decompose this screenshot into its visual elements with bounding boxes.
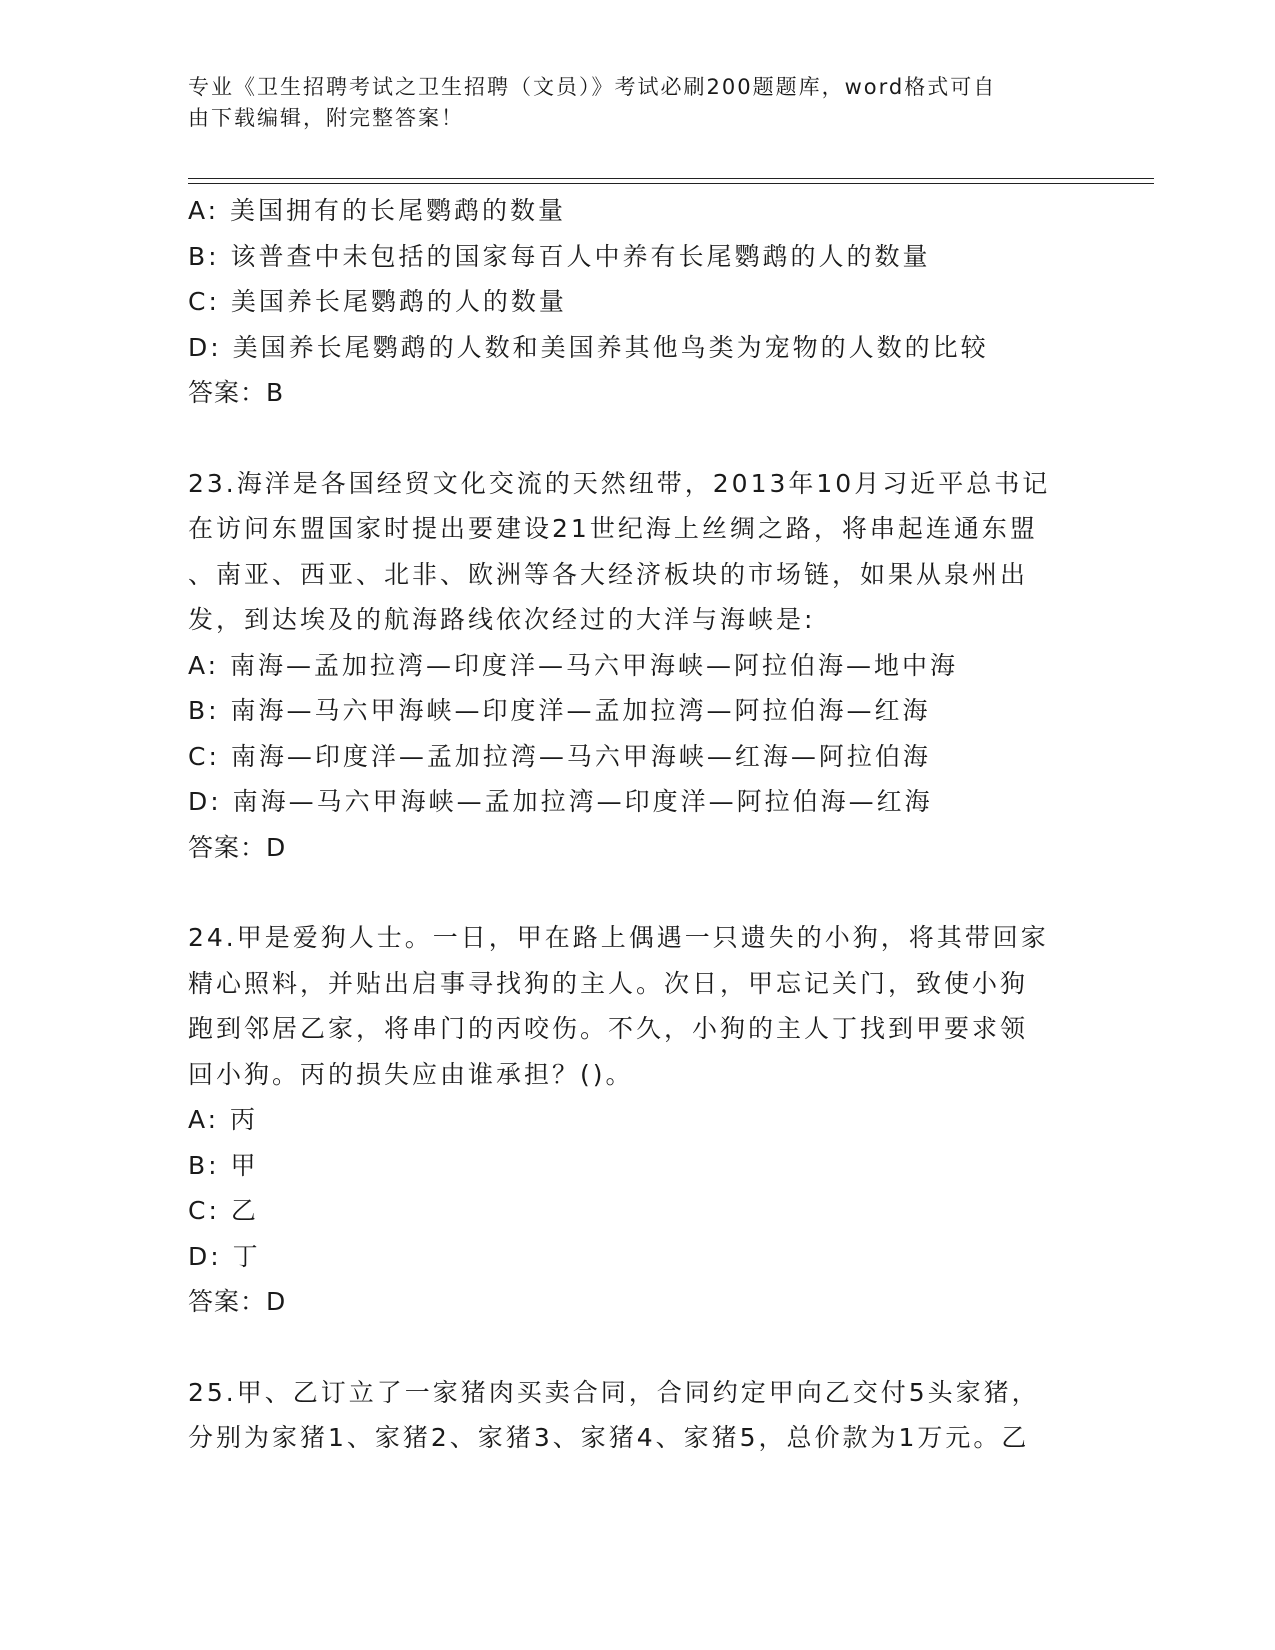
option-d: D: 南海—马六甲海峡—孟加拉湾—印度洋—阿拉伯海—红海 — [188, 787, 933, 816]
question-24 — [188, 915, 1088, 1325]
header-divider-bottom — [188, 183, 1154, 184]
question-stem-line: 在访问东盟国家时提出要建设21世纪海上丝绸之路，将串起连通东盟 — [188, 514, 1038, 543]
option-a: A: 南海—孟加拉湾—印度洋—马六甲海峡—阿拉伯海—地中海 — [188, 650, 959, 680]
answer: 答案：D — [188, 1287, 287, 1316]
header-line-1: 专业《卫生招聘考试之卫生招聘（文员）》考试必刷200题题库，word格式可自 — [188, 75, 997, 99]
header-line-2: 由下载编辑，附完整答案！ — [188, 106, 464, 130]
question-stem-line: 跑到邻居乙家，将串门的丙咬伤。不久，小狗的主人丁找到甲要求领 — [188, 1014, 1029, 1043]
question-list — [188, 188, 1088, 1461]
question-stem-line: 回小狗。丙的损失应由谁承担？()。 — [188, 1059, 634, 1089]
question-stem-line: 发，到达埃及的航海路线依次经过的大洋与海峡是: — [188, 605, 816, 634]
question-stem-line: 分别为家猪1、家猪2、家猪3、家猪4、家猪5，总价款为1万元。乙 — [188, 1423, 1030, 1452]
question-stem-line: 24.甲是爱狗人士。一日，甲在路上偶遇一只遗失的小狗，将其带回家 — [188, 923, 1049, 952]
option-a: A: 美国拥有的长尾鹦鹉的数量 — [188, 196, 567, 225]
option-b: B: 该普查中未包括的国家每百人中养有长尾鹦鹉的人的数量 — [188, 241, 931, 271]
question-22 — [188, 188, 1088, 416]
spacer — [188, 1325, 1088, 1370]
question-25 — [188, 1370, 1088, 1461]
question-stem-line: 精心照料，并贴出启事寻找狗的主人。次日，甲忘记关门，致使小狗 — [188, 968, 1029, 998]
question-stem-line: 23.海洋是各国经贸文化交流的天然纽带，2013年10月习近平总书记 — [188, 468, 1051, 498]
option-b: B: 甲 — [188, 1150, 259, 1180]
spacer — [188, 416, 1088, 461]
option-c: C: 美国养长尾鹦鹉的人的数量 — [188, 287, 567, 316]
question-stem-line: 25.甲、乙订立了一家猪肉买卖合同，合同约定甲向乙交付5头家猪， — [188, 1377, 1040, 1407]
option-c: C: 南海—印度洋—孟加拉湾—马六甲海峡—红海—阿拉伯海 — [188, 741, 931, 771]
option-b: B: 南海—马六甲海峡—印度洋—孟加拉湾—阿拉伯海—红海 — [188, 696, 931, 725]
answer: 答案：B — [188, 378, 285, 407]
option-d: D: 美国养长尾鹦鹉的人数和美国养其他鸟类为宠物的人数的比较 — [188, 332, 989, 362]
spacer — [188, 870, 1088, 915]
question-23 — [188, 461, 1088, 871]
answer: 答案：D — [188, 832, 287, 862]
question-stem-line: 、南亚、西亚、北非、欧洲等各大经济板块的市场链，如果从泉州出 — [188, 559, 1029, 589]
option-a: A: 丙 — [188, 1105, 259, 1134]
document-header — [188, 72, 1068, 134]
header-divider-top — [188, 178, 1154, 179]
option-d: D: 丁 — [188, 1241, 261, 1271]
option-c: C: 乙 — [188, 1196, 259, 1225]
